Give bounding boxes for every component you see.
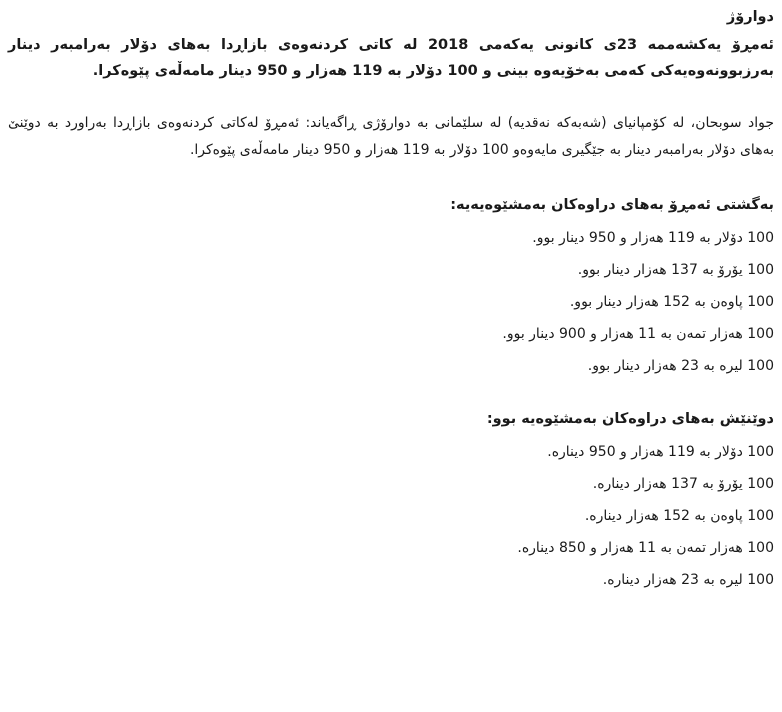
list-item: 100 یۆرۆ بە 137 هەزار دینار بوو. bbox=[577, 262, 774, 278]
list-item: 100 دۆلار بە 119 هەزار و 950 دینار بوو. bbox=[532, 230, 774, 246]
list-item: 100 دۆلار بە 119 هەزار و 950 دینارە. bbox=[547, 444, 774, 460]
article-paragraph: جواد سوبحان، لە کۆمپانیای (شەبەکە نەقدیە) لە سلێمانی بە دوارۆژی ڕاگەیاند: ئەمڕۆ لەکاتی کردنەوەی بازاڕدا بەراورد بە دوێنێ بەهای دۆلار بەرامبەر دینار بە جێگیری مایەوەو 100 دۆلار بە 119 هەزار و 950 دینار مامەڵەی پێوەکرا. bbox=[8, 115, 774, 158]
yesterday-rates-list bbox=[8, 436, 774, 596]
list-item: 100 لیرە بە 23 هەزار دینارە. bbox=[602, 572, 774, 588]
list-item: 100 هەزار تمەن بە 11 هەزار و 850 دینارە. bbox=[517, 540, 774, 556]
article-title: دوارۆژ bbox=[726, 9, 774, 25]
today-rates-list bbox=[8, 222, 774, 382]
list-item: 100 پاوەن بە 152 هەزار دینارە. bbox=[584, 508, 774, 524]
yesterday-rates-heading: دوێنێش بەهای دراوەکان بەمشێوەیە بوو: bbox=[486, 411, 774, 427]
article-lead: ئەمڕۆ یەکشەممە 23ی کانونی یەکەمی 2018 لە کاتی کردنەوەی بازاڕدا بەهای دۆلار بەرامبەر دینار بەرزبوونەوەیەکی کەمی بەخۆیەوە بینی و 100 دۆلار بە 119 هەزار و 950 دینار مامەڵەی پێوەکرا. bbox=[8, 37, 774, 79]
list-item: 100 لیرە بە 23 هەزار دینار بوو. bbox=[587, 358, 774, 374]
today-rates-heading: بەگشتی ئەمڕۆ بەهای دراوەکان بەمشێوەیەیە: bbox=[450, 197, 774, 213]
list-item: 100 پاوەن بە 152 هەزار دینار بوو. bbox=[569, 294, 774, 310]
list-item: 100 یۆرۆ بە 137 هەزار دینارە. bbox=[592, 476, 774, 492]
list-item: 100 هەزار تمەن بە 11 هەزار و 900 دینار بوو. bbox=[502, 326, 774, 342]
